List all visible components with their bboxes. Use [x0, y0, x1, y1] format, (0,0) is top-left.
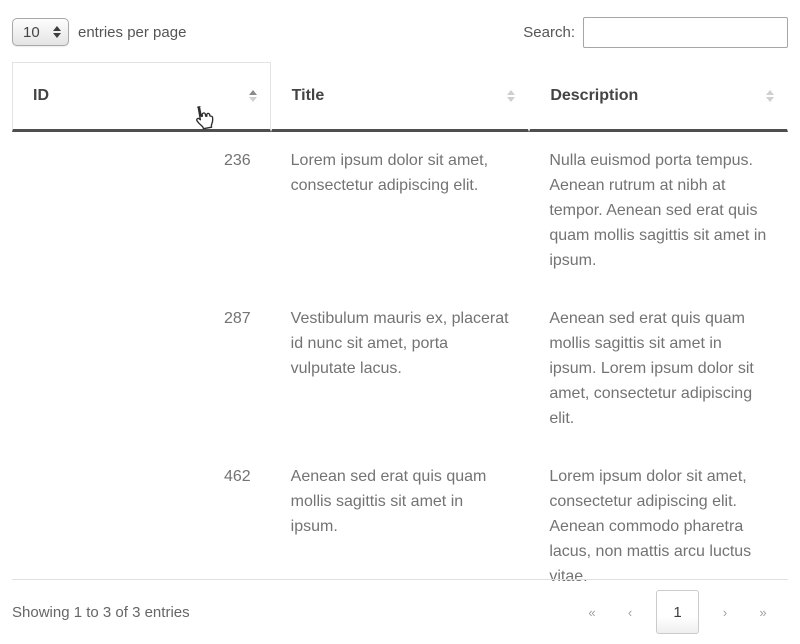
sort-icon — [507, 90, 515, 102]
next-page-button[interactable]: › — [722, 604, 728, 620]
pagination — [573, 590, 782, 634]
table-row — [12, 290, 788, 448]
page-length-control — [12, 18, 186, 46]
showing-entries-info: Showing 1 to 3 of 3 entries — [12, 603, 190, 621]
column-header-id[interactable] — [12, 62, 271, 132]
table-row — [12, 132, 788, 290]
cell-title: Aenean sed erat quis quam mollis sagittis sit amet in ipsum. — [290, 468, 487, 535]
entries-per-page-label: entries per page — [78, 23, 187, 41]
cell-description: Nulla euismod porta tempus. Aenean rutrum at nibh at tempor. Aenean sed erat quis quam mollis sagittis sit amet in ipsum. — [549, 152, 767, 269]
search-control — [523, 17, 788, 48]
entries-per-page-select-wrap — [12, 18, 69, 46]
cell-id: 287 — [223, 310, 251, 327]
search-label: Search: — [523, 23, 575, 41]
first-page-button[interactable]: « — [588, 604, 596, 620]
cell-id: 236 — [223, 152, 251, 169]
cell-title: Lorem ipsum dolor sit amet, consectetur adipiscing elit. — [290, 152, 489, 194]
column-header-title[interactable] — [271, 62, 530, 132]
data-table — [12, 62, 788, 606]
column-header-label: Title — [291, 87, 325, 104]
cell-description: Lorem ipsum dolor sit amet, consectetur adipiscing elit. Aenean commodo pharetra lacus, non mattis arcu luctus vitae. — [549, 468, 752, 585]
column-header-description[interactable] — [529, 62, 788, 132]
sort-icon — [766, 90, 774, 102]
search-input[interactable] — [583, 17, 788, 48]
current-page-button[interactable]: 1 — [656, 590, 699, 634]
table-footer — [12, 579, 788, 644]
last-page-button[interactable]: » — [759, 604, 767, 620]
table-toolbar — [0, 0, 800, 48]
cell-description: Aenean sed erat quis quam mollis sagittis sit amet in ipsum. Lorem ipsum dolor sit amet, consectetur adipiscing elit. — [549, 310, 754, 427]
column-header-label: ID — [33, 87, 49, 104]
entries-per-page-select[interactable] — [13, 19, 68, 45]
previous-page-button[interactable]: ‹ — [627, 604, 633, 620]
cell-id: 462 — [223, 468, 251, 485]
header-row — [12, 62, 788, 132]
cell-title: Vestibulum mauris ex, placerat id nunc sit amet, porta vulputate lacus. — [290, 310, 509, 377]
column-header-label: Description — [550, 87, 639, 104]
sort-asc-icon — [249, 90, 257, 102]
